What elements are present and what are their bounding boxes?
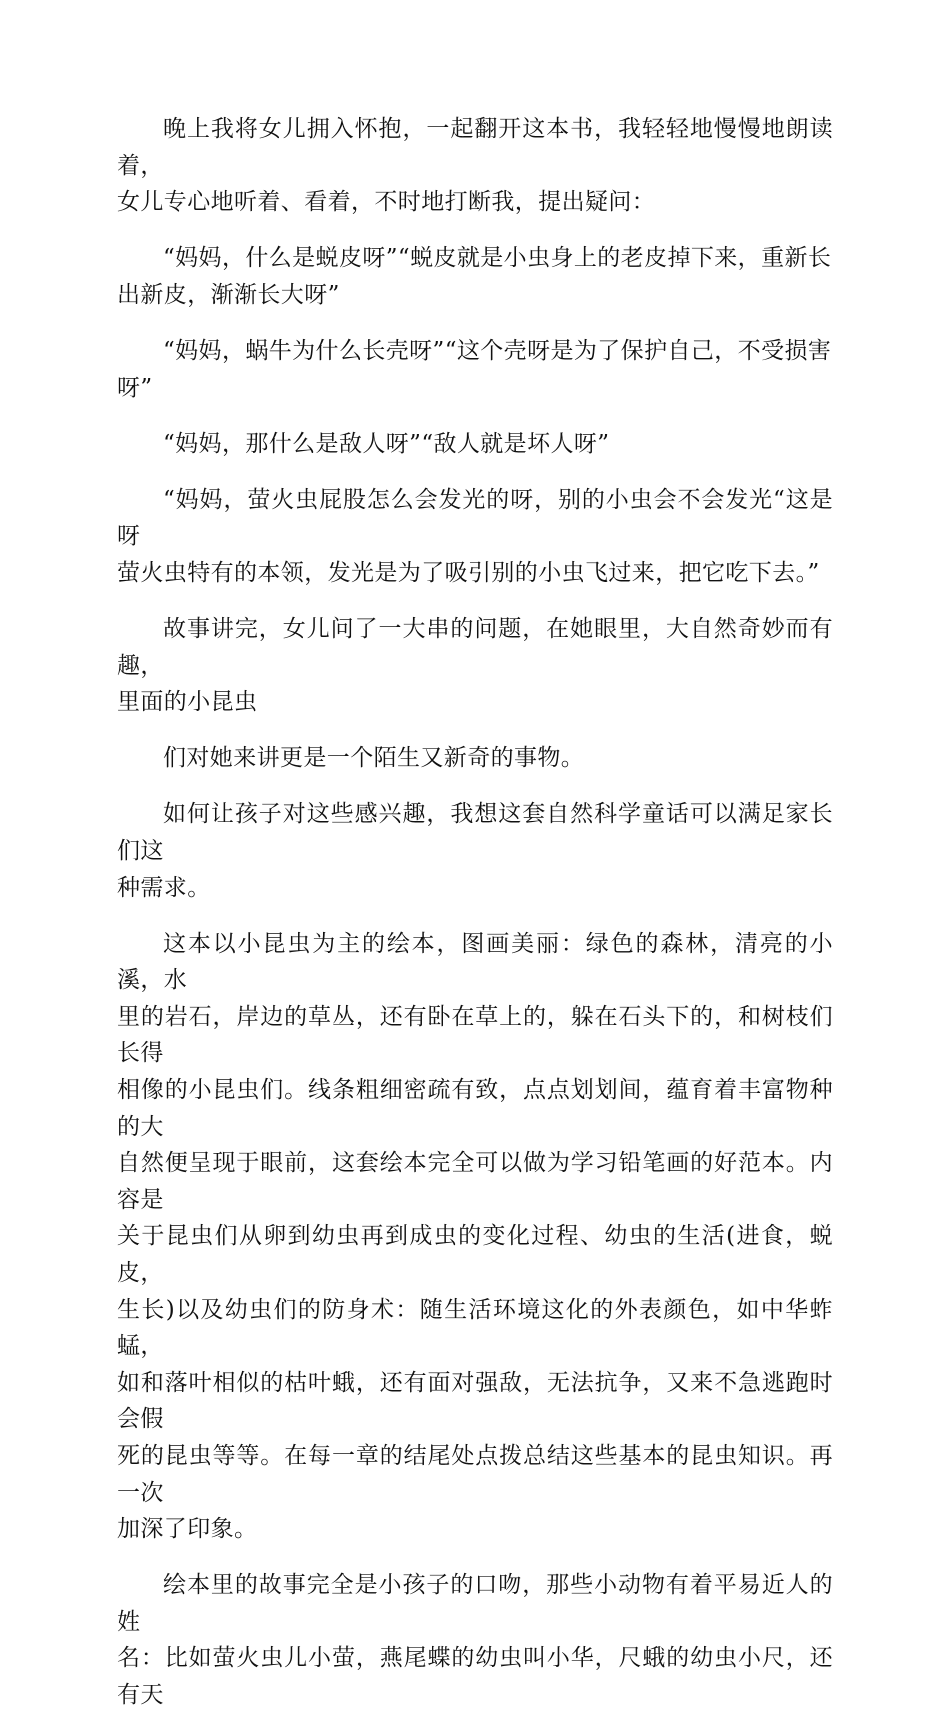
paragraph-6: 故事讲完，女儿问了一大串的问题，在她眼里，大自然奇妙而有趣， 里面的小昆虫	[117, 616, 833, 716]
paragraph-4: “妈妈，那什么是敌人呀”“敌人就是坏人呀”	[163, 430, 610, 457]
paragraph-3: “妈妈，蜗牛为什么长壳呀”“这个壳呀是为了保护自己，不受损害 呀”	[117, 337, 832, 401]
paragraph-5: “妈妈，萤火虫屁股怎么会发光的呀，别的小虫会不会发光“这是呀 萤火虫特有的本领，发光是为了吸引别的小虫飞过来，把它吃下去。”	[117, 486, 833, 586]
paragraph-10: 绘本里的故事完全是小孩子的口吻，那些小动物有着平易近人的姓 名：比如萤火虫儿小萤，燕尾蝶的幼虫叫小华，尺蛾的幼虫小尺，还有天	[117, 1572, 833, 1709]
paragraph-9: 这本以小昆虫为主的绘本，图画美丽：绿色的森林，清亮的小溪，水 里的岩石，岸边的草丛，还有卧在草上的，躲在石头下的，和树枝们长得 相像的小昆虫们。线条粗细密疏有致，点点划划间，蕴育着丰富物种的大 自然便呈现于眼前，这套绘本完全可以做为学习铅笔画的好范本。内容是 关于昆虫们从卵到幼虫再到成虫的变化过程、幼虫的生活(进食，蜕皮， 生长)以及幼虫们的防身术：随生活环境这化的外表颜色，如中华蚱蜢， 如和落叶相似的枯叶蛾，还有面对强敌，无法抗争，又来不急逃跑时会假 死的昆虫等等。在每一章的结尾处点拨总结这些基本的昆虫知识。再一次 加深了印象。	[117, 930, 833, 1543]
paragraph-7: 们对她来讲更是一个陌生又新奇的事物。	[163, 745, 585, 772]
paragraph-8: 如何让孩子对这些感兴趣，我想这套自然科学童话可以满足家长们这 种需求。	[117, 801, 833, 901]
paragraph-1: 晚上我将女儿拥入怀抱，一起翻开这本书，我轻轻地慢慢地朗读着， 女儿专心地听着、看着，不时地打断我，提出疑问：	[117, 116, 833, 216]
paragraph-2: “妈妈，什么是蜕皮呀”“蜕皮就是小虫身上的老皮掉下来，重新长 出新皮，渐渐长大呀”	[117, 245, 832, 308]
document-body	[117, 111, 833, 1714]
